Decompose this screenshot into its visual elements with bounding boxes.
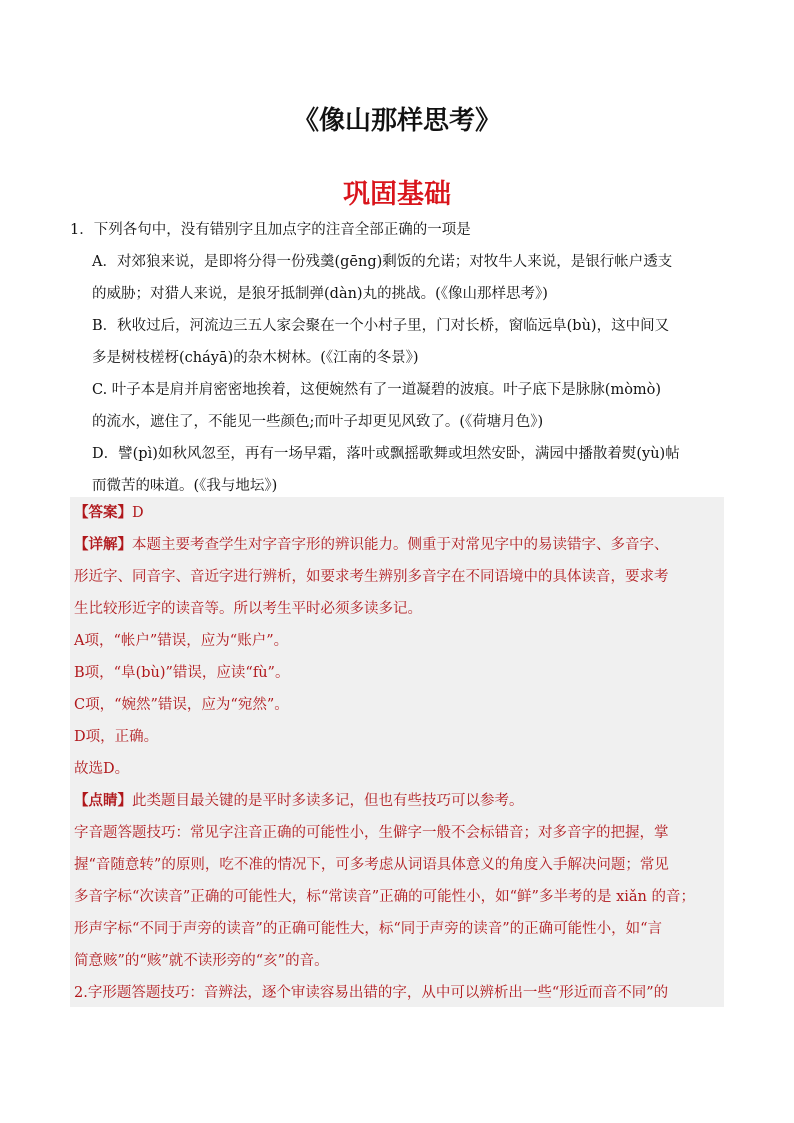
tip-line-5: 简意赅”的“赅”就不读形旁的“亥”的音。: [74, 953, 329, 969]
option-a-line-2: 的威胁；对猎人来说，是狼牙抵制弹(dàn)丸的挑战。(《像山那样思考》): [92, 286, 548, 302]
detail-line-1: [70, 529, 724, 561]
tip-line-1: 字音题答题技巧：常见字注音正确的可能性小，生僻字一般不会标错音；对多音字的把握，掌: [74, 825, 669, 841]
detail-line-3: 生比较形近字的读音等。所以考生平时必须多读多记。: [74, 601, 422, 617]
option-c-line-1: C. 叶子本是肩并肩密密地挨着，这便婉然有了一道凝碧的波痕。叶子底下是脉脉(mòmò): [92, 382, 662, 398]
section-heading: 巩固基础: [343, 179, 451, 210]
option-a-line-1: A．对郊狼来说，是即将分得一份残羹(gēng)剩饭的允诺；对牧牛人来说，是银行帐户透支: [92, 254, 673, 270]
answer-explanation-box: [70, 497, 724, 1007]
option-d-line-2: 而微苦的味道。(《我与地坛》): [92, 478, 278, 494]
question-stem: 1．下列各句中，没有错别字且加点字的注音全部正确的一项是: [70, 222, 471, 238]
item-d: D项，正确。: [74, 729, 159, 745]
answer-line: [70, 497, 724, 529]
option-c-line-2: 的流水，遮住了，不能见一些颜色;而叶子却更见风致了。(《荷塘月色》): [92, 414, 544, 430]
answer-value: D: [132, 505, 144, 521]
tip-line-3: 多音字标“次读音”正确的可能性大，标“常读音”正确的可能性小，如“鲜”多半考的是 xiǎn 的音；: [74, 889, 695, 905]
item-a: A项，“帐户”错误，应为“账户”。: [74, 633, 289, 649]
item-c: C项，“婉然”错误，应为“宛然”。: [74, 697, 289, 713]
item-b: B项，“阜(bù)”错误，应读“fù”。: [74, 665, 290, 681]
detail-text-1: 本题主要考查学生对字音字形的辨识能力。侧重于对常见字中的易读错字、多音字、: [132, 537, 669, 553]
tip-line-4: 形声字标“不同于声旁的读音”的正确可能性大，标“同于声旁的读音”的正确可能性小，如“言: [74, 921, 663, 937]
tip-text: 此类题目最关键的是平时多读多记，但也有些技巧可以参考。: [132, 793, 524, 809]
option-b-line-1: B．秋收过后，河流边三五人家会聚在一个小村子里，门对长桥，窗临远阜(bù)，这中间又: [92, 318, 670, 334]
tip-line-6: 2.字形题答题技巧：音辨法，逐个审读容易出错的字，从中可以辨析出一些“形近而音不同”的: [74, 985, 669, 1001]
tip-line-2: 握“音随意转”的原则，吃不准的情况下，可多考虑从词语具体意义的角度入手解决问题；常见: [74, 857, 669, 873]
detail-line-2: 形近字、同音字、音近字进行辨析，如要求考生辨别多音字在不同语境中的具体读音，要求考: [74, 569, 669, 585]
document-title: 《像山那样思考》: [292, 106, 501, 136]
option-d-line-1: D．譬(pì)如秋风忽至，再有一场早霜，落叶或飘摇歌舞或坦然安卧，满园中播散着熨(yù)帖: [92, 446, 680, 462]
option-b-line-2: 多是树枝槎枒(cháyā)的杂木树林。(《江南的冬景》): [92, 350, 419, 366]
final-choice: 故选D。: [74, 761, 130, 777]
question-block: [70, 214, 730, 502]
tip-line: [70, 785, 724, 817]
answer-tag: 【答案】: [74, 504, 132, 521]
tip-tag: 【点睛】: [74, 792, 132, 809]
detail-tag: 【详解】: [74, 536, 132, 553]
